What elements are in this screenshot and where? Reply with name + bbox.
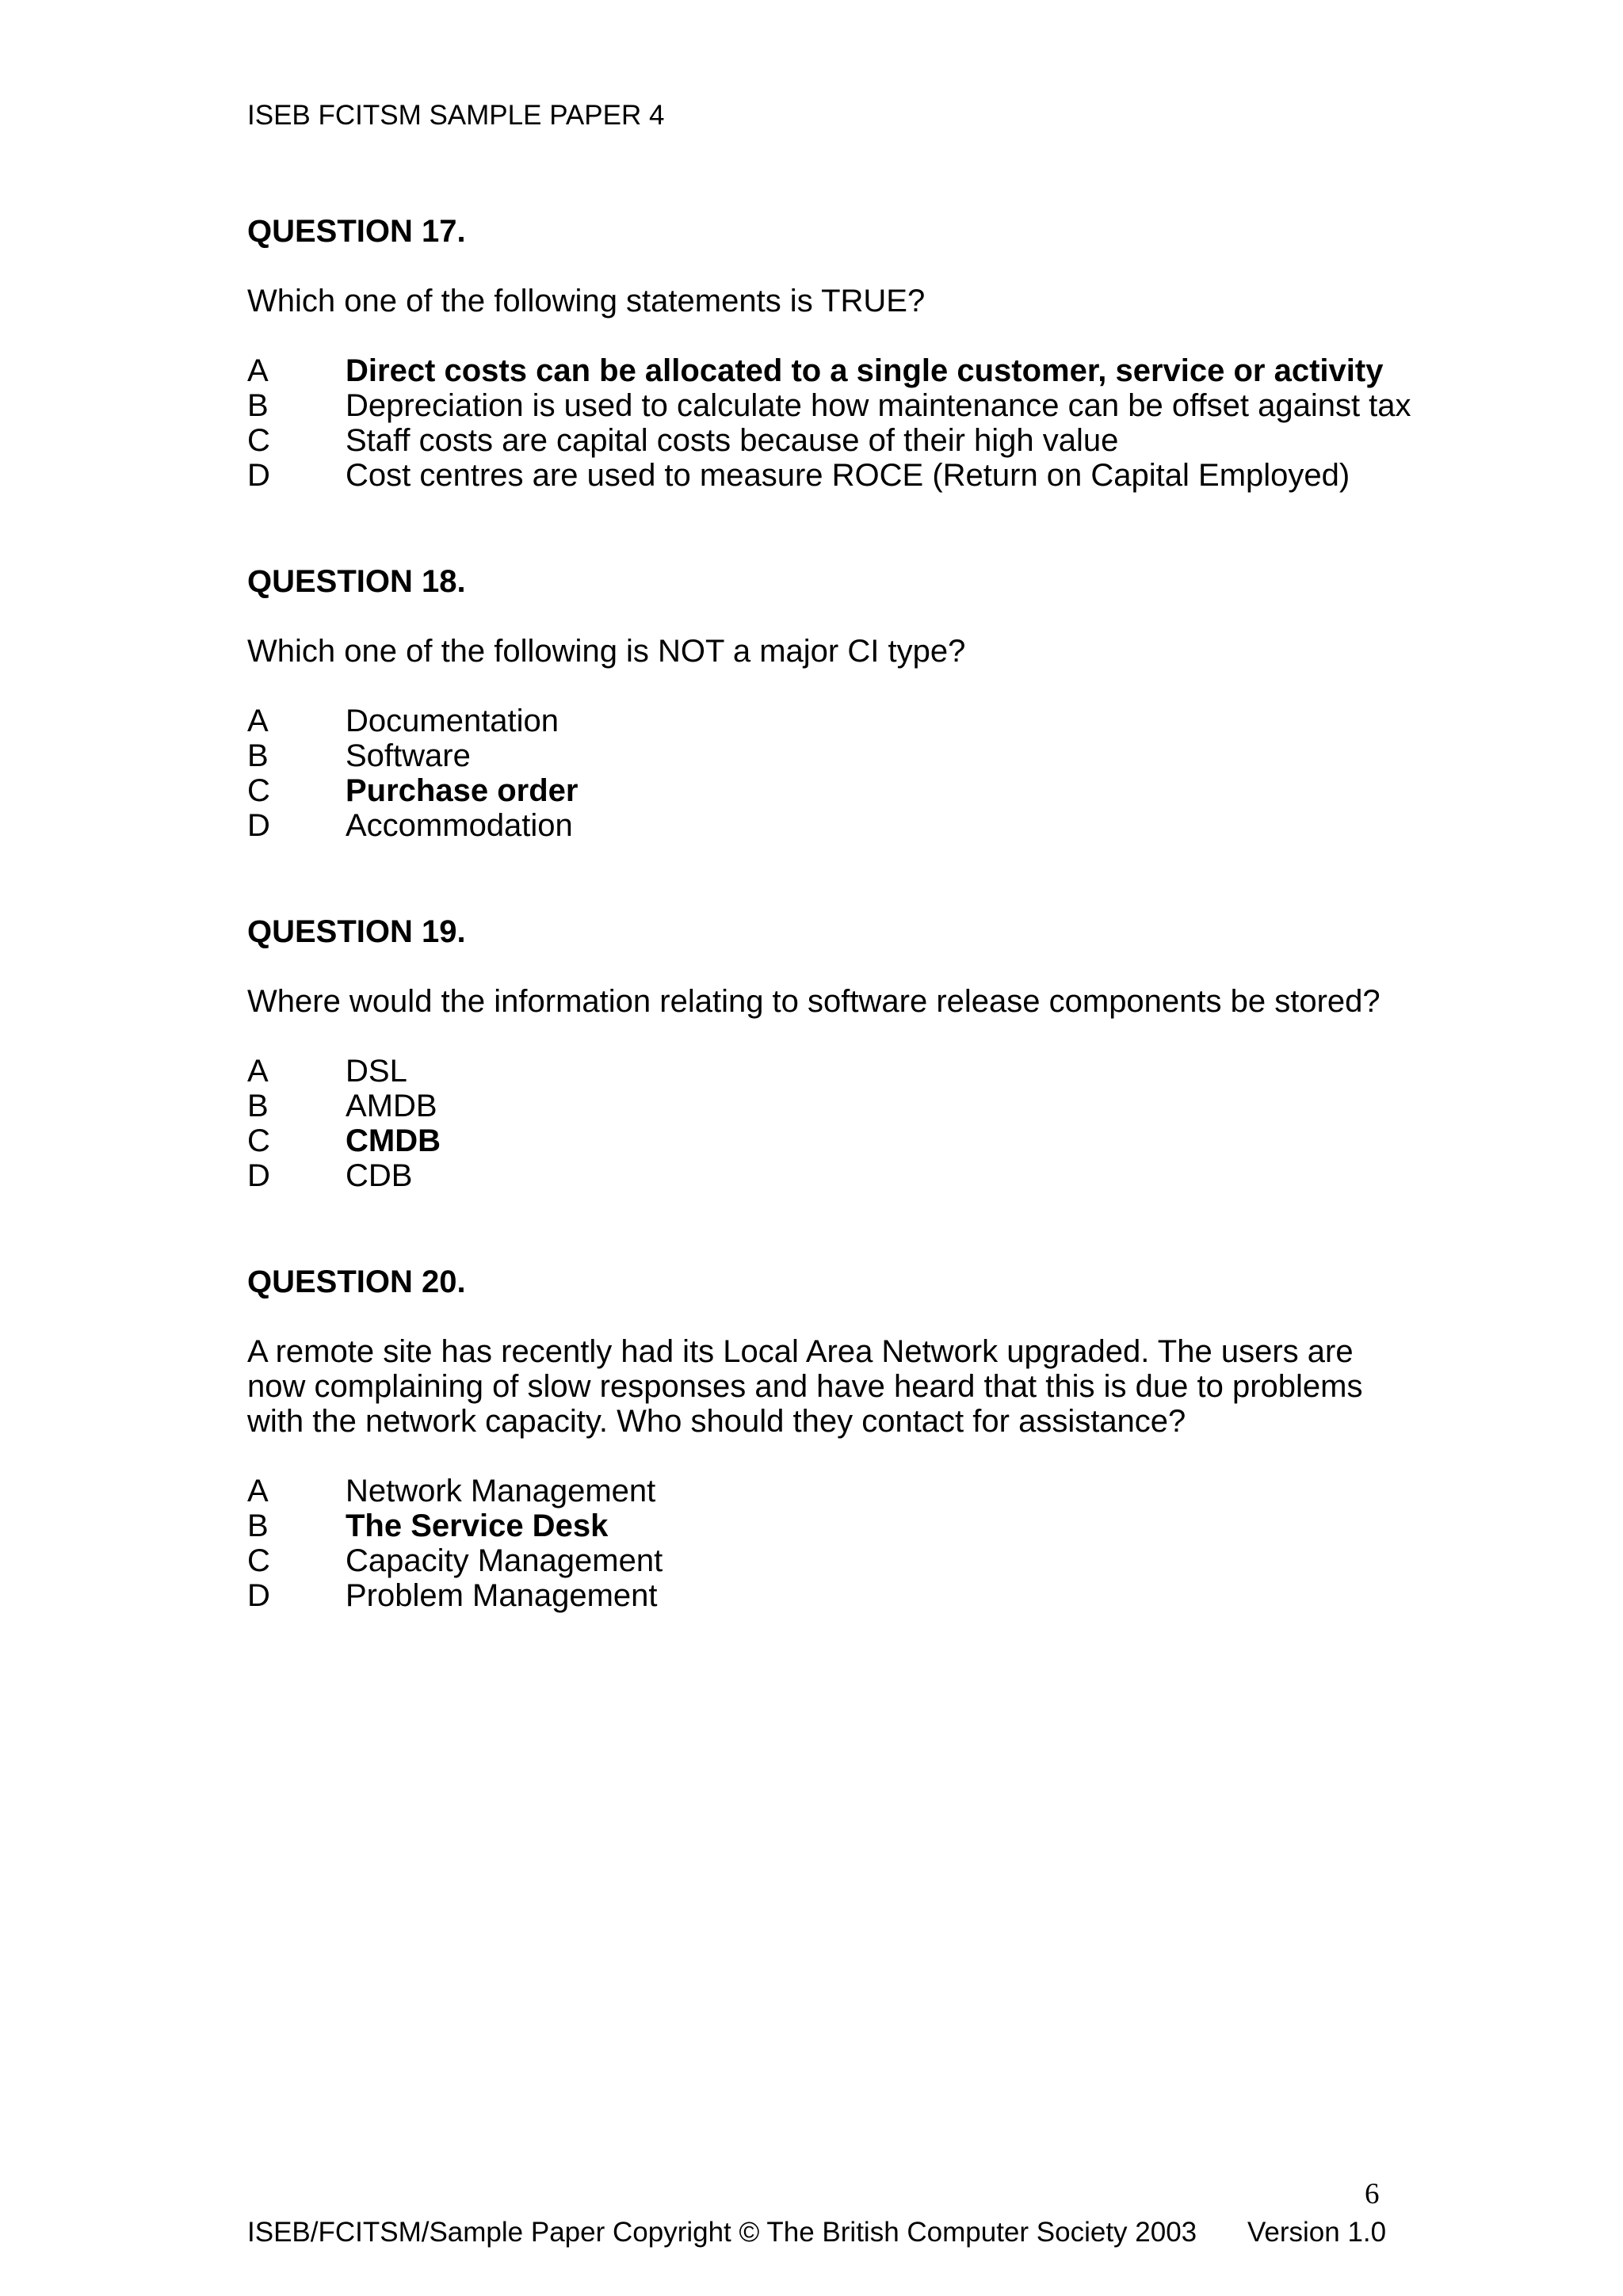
question-text: A remote site has recently had its Local Area Network upgraded. The users are now complaining of slow responses and have heard that this is due to problems with the network capacity. Who should they contact for assistance? bbox=[247, 1334, 1363, 1439]
option-text: DSL bbox=[346, 1054, 407, 1089]
option-b bbox=[247, 738, 1388, 773]
option-c bbox=[247, 773, 1388, 808]
options-list bbox=[247, 704, 1388, 843]
option-text: Software bbox=[346, 738, 471, 773]
option-b bbox=[247, 388, 1411, 423]
option-text: Accommodation bbox=[346, 808, 573, 843]
option-text: Problem Management bbox=[346, 1578, 658, 1613]
option-c bbox=[247, 423, 1388, 458]
option-letter: C bbox=[247, 1543, 270, 1578]
options-list bbox=[247, 353, 1411, 493]
option-d bbox=[247, 808, 1388, 843]
question-title: QUESTION 19. bbox=[247, 914, 466, 949]
option-text: Cost centres are used to measure ROCE (Return on Capital Employed) bbox=[346, 458, 1350, 493]
option-a bbox=[247, 1474, 1388, 1508]
option-text: Capacity Management bbox=[346, 1543, 663, 1578]
option-c bbox=[247, 1123, 1388, 1158]
question-text: Which one of the following statements is TRUE? bbox=[247, 284, 926, 318]
option-text: The Service Desk bbox=[346, 1508, 609, 1543]
option-letter: B bbox=[247, 738, 269, 773]
option-letter: C bbox=[247, 773, 270, 808]
option-text: CMDB bbox=[346, 1123, 441, 1158]
question-text: Where would the information relating to software release components be stored? bbox=[247, 984, 1381, 1019]
option-text: AMDB bbox=[346, 1089, 437, 1123]
question-17 bbox=[247, 214, 1411, 493]
option-b bbox=[247, 1508, 1388, 1543]
question-18 bbox=[247, 564, 1388, 843]
option-letter: A bbox=[247, 1054, 269, 1089]
option-d bbox=[247, 458, 1388, 493]
footer-version: Version 1.0 bbox=[1247, 2217, 1387, 2248]
option-text: Network Management bbox=[346, 1474, 656, 1508]
option-letter: D bbox=[247, 1158, 270, 1193]
question-title: QUESTION 18. bbox=[247, 564, 466, 599]
question-title: QUESTION 17. bbox=[247, 214, 466, 249]
option-letter: B bbox=[247, 1089, 269, 1123]
option-text: Direct costs can be allocated to a single customer, service or activity bbox=[346, 353, 1384, 388]
options-list bbox=[247, 1054, 1388, 1193]
option-d bbox=[247, 1158, 1388, 1193]
option-d bbox=[247, 1578, 1388, 1613]
option-text: Staff costs are capital costs because of their high value bbox=[346, 423, 1119, 458]
option-text: Purchase order bbox=[346, 773, 579, 808]
page-number: 6 bbox=[1365, 2178, 1380, 2210]
page-header: ISEB FCITSM SAMPLE PAPER 4 bbox=[247, 100, 665, 131]
question-20 bbox=[247, 1264, 1388, 1613]
option-text: Depreciation is used to calculate how maintenance can be offset against tax bbox=[346, 388, 1411, 423]
option-text: Documentation bbox=[346, 704, 559, 738]
option-letter: D bbox=[247, 808, 270, 843]
question-title: QUESTION 20. bbox=[247, 1264, 466, 1299]
option-letter: A bbox=[247, 1474, 269, 1508]
options-list bbox=[247, 1474, 1388, 1613]
footer-copyright: ISEB/FCITSM/Sample Paper Copyright © The British Computer Society 2003 bbox=[247, 2217, 1197, 2248]
option-a bbox=[247, 704, 1388, 738]
option-letter: C bbox=[247, 423, 270, 458]
option-letter: A bbox=[247, 704, 269, 738]
option-a bbox=[247, 1054, 1388, 1089]
question-text: Which one of the following is NOT a major CI type? bbox=[247, 634, 966, 669]
option-letter: D bbox=[247, 458, 270, 493]
question-19 bbox=[247, 914, 1388, 1193]
option-letter: A bbox=[247, 353, 269, 388]
option-letter: C bbox=[247, 1123, 270, 1158]
option-a bbox=[247, 353, 1388, 388]
option-c bbox=[247, 1543, 1388, 1578]
option-b bbox=[247, 1089, 1388, 1123]
option-letter: D bbox=[247, 1578, 270, 1613]
option-letter: B bbox=[247, 388, 269, 423]
option-text: CDB bbox=[346, 1158, 413, 1193]
option-letter: B bbox=[247, 1508, 269, 1543]
